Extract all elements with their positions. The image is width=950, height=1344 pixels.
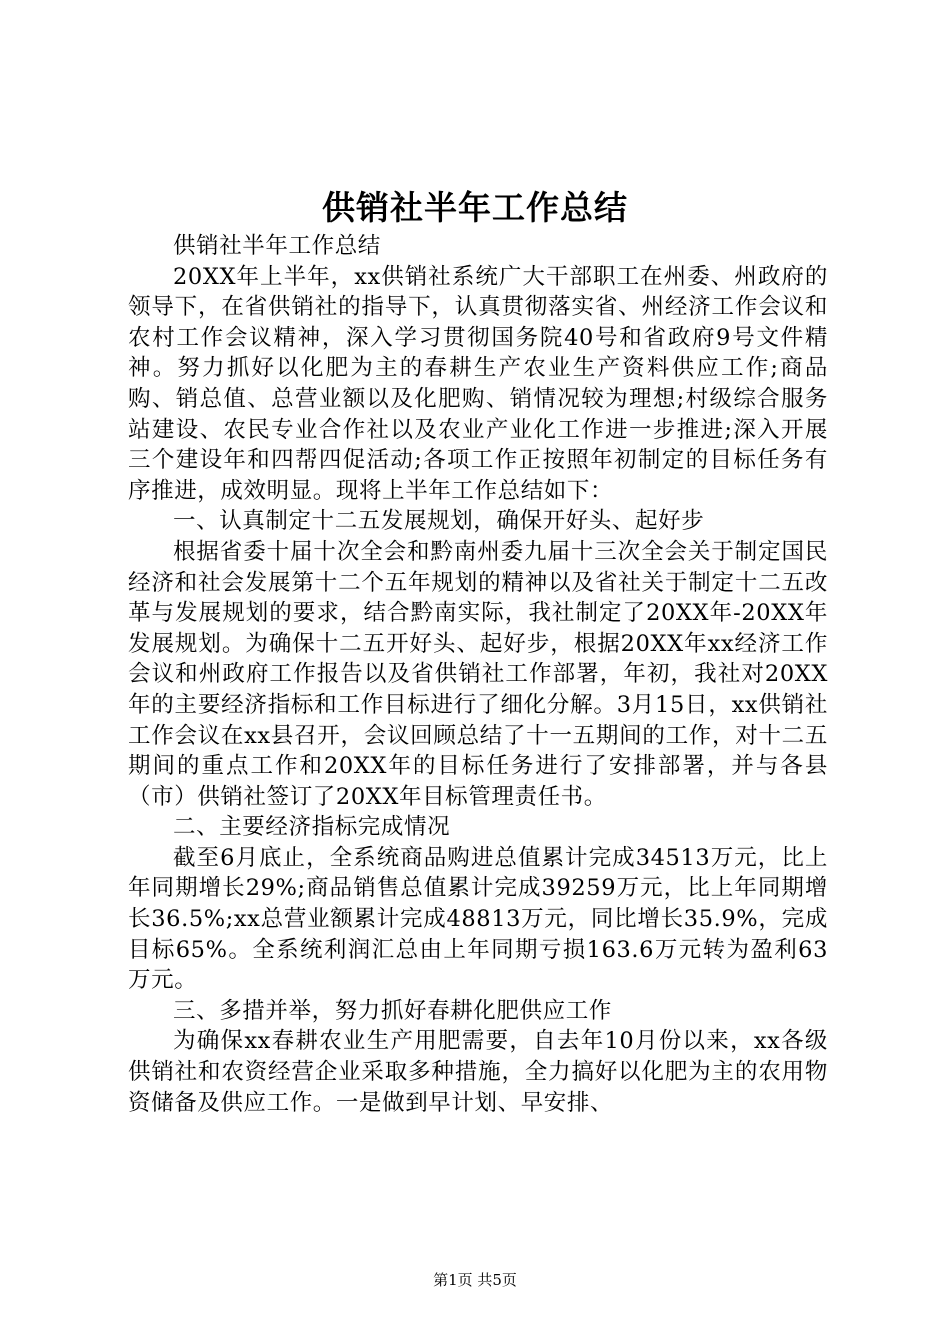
paragraph-section-1: 根据省委十届十次全会和黔南州委九届十三次全会关于制定国民经济和社会发展第十二个五年规划的精神以及省社关于制定十二五改革与发展规划的要求，结合黔南实际，我社制定了20XX年-20XX年发展规划。为确保十二五开好头、起好步，根据20XX年xx经济工作会议和州政府工作报告以及省供销社工作部署，年初，我社对20XX年的主要经济指标和工作目标进行了细化分解。3月15日，xx供销社工作会议在xx县召开，会议回顾总结了十一五期间的工作，对十二五期间的重点工作和20XX年的目标任务进行了安排部署，并与各县（市）供销社签订了20XX年目标管理责任书。: [128, 538, 828, 810]
section-heading-1: 一、认真制定十二五发展规划，确保开好头、起好步: [173, 508, 705, 535]
paragraph-section-3: 为确保xx春耕农业生产用肥需要，自去年10月份以来，xx各级供销社和农资经营企业采取多种措施，全力搞好以化肥为主的农用物资储备及供应工作。一是做到早计划、早安排、: [128, 1028, 828, 1116]
section-heading-3: 三、多措并举，努力抓好春耕化肥供应工作: [173, 997, 612, 1024]
document-body: [128, 231, 828, 1118]
section-heading-2: 二、主要经济指标完成情况: [173, 814, 451, 841]
page-footer: 第1页 共5页: [433, 1271, 517, 1289]
document-title: 供销社半年工作总结: [322, 188, 628, 227]
paragraph-intro: 20XX年上半年，xx供销社系统广大干部职工在州委、州政府的领导下，在省供销社的指导下，认真贯彻落实省、州经济工作会议和农村工作会议精神，深入学习贯彻国务院40号和省政府9号文件精神。努力抓好以化肥为主的春耕生产农业生产资料供应工作;商品购、销总值、总营业额以及化肥购、销情况较为理想;村级综合服务站建设、农民专业合作社以及农业产业化工作进一步推进;深入开展三个建设年和四帮四促活动;各项工作正按照年初制定的目标任务有序推进，成效明显。现将上半年工作总结如下：: [128, 263, 828, 504]
paragraph-section-2: 截至6月底止，全系统商品购进总值累计完成34513万元，比上年同期增长29%;商品销售总值累计完成39259万元，比上年同期增长36.5%;xx总营业额累计完成48813万元，同比增长35.9%，完成目标65%。全系统利润汇总由上年同期亏损163.6万元转为盈利63万元。: [128, 844, 828, 994]
paragraph-subtitle: 供销社半年工作总结: [173, 233, 381, 259]
